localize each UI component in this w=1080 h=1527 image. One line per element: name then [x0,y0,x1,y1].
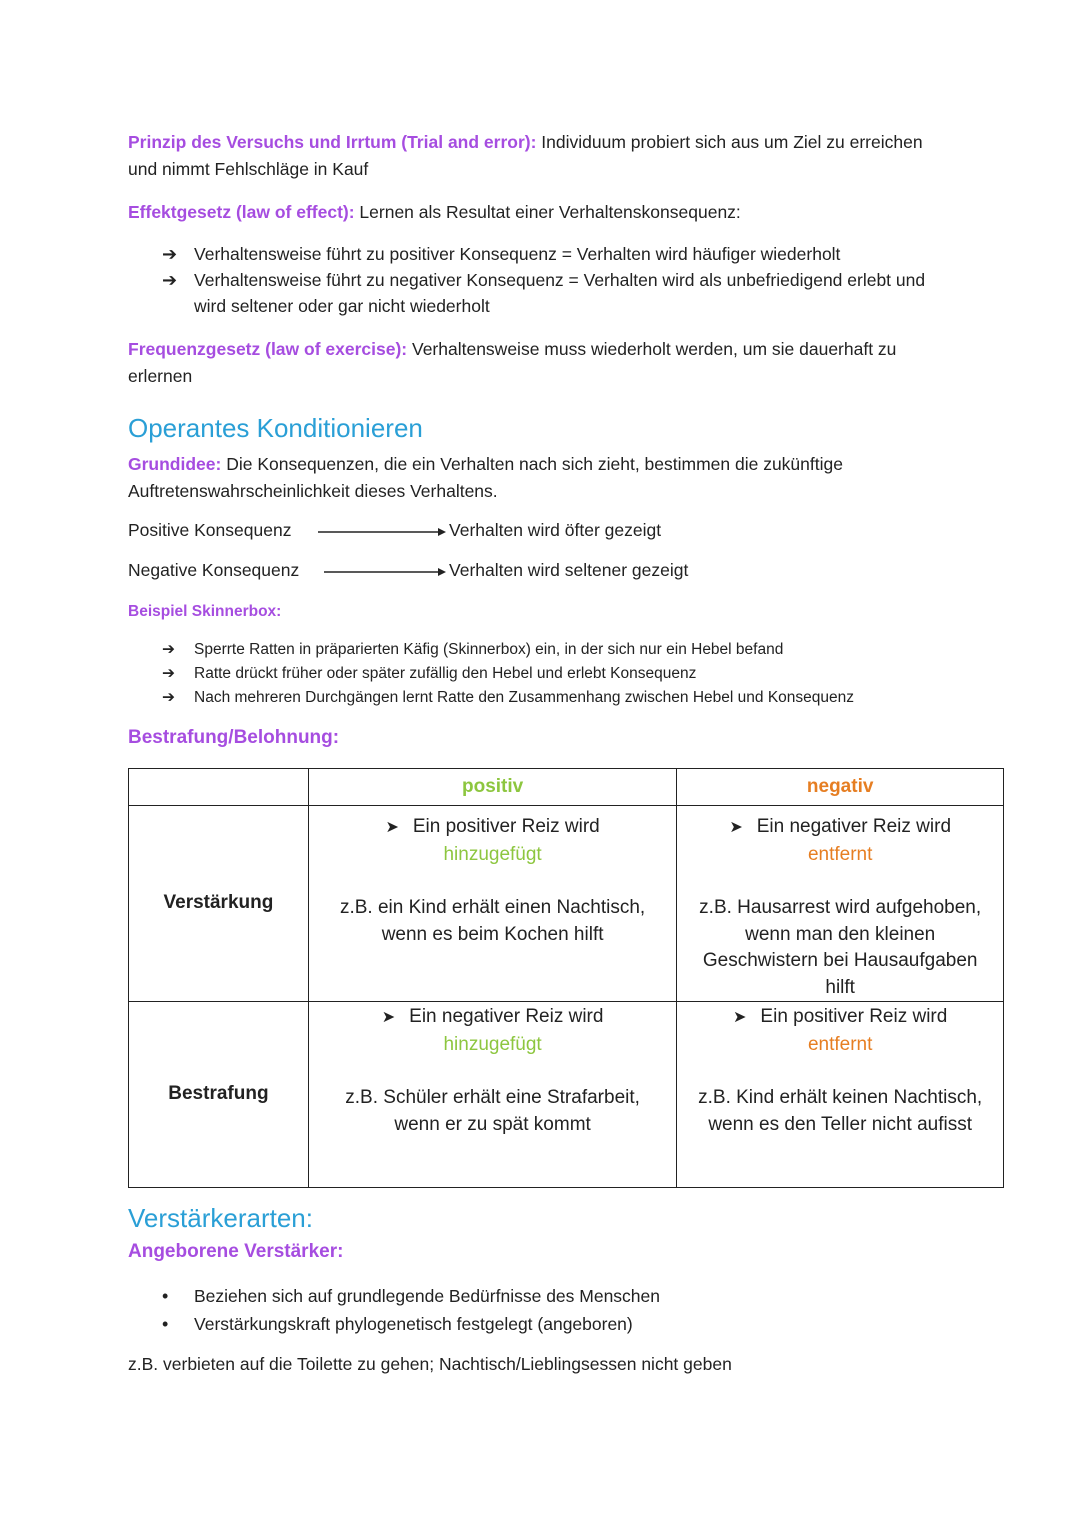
negative-consequence-result: Verhalten wird seltener gezeigt [449,560,689,580]
cell-line1: Ein positiver Reiz wird [760,1006,948,1027]
law-of-effect-text: Lernen als Resultat einer Verhaltenskonsequenz: [354,202,741,222]
list-item [162,1282,862,1310]
triangle-bullet-icon: ➤ [729,819,743,836]
arrow-right-icon: ➔ [162,689,175,706]
verstaerker-example: z.B. verbieten auf die Toilette zu gehen; Nachtisch/Lieblingsessen nicht geben [128,1354,732,1374]
bestrafung-belohnung-heading: Bestrafung/Belohnung: [128,727,340,748]
table-cell [677,1002,1004,1188]
cell-line2: hinzugefügt [443,1033,542,1055]
grundidee-paragraph [128,451,908,505]
list-item [162,638,962,662]
law-of-exercise-text: Verhaltensweise muss wiederholt werden, um sie dauerhaft zu erlernen [128,339,897,386]
effect-list [162,241,952,319]
row-header-bestrafung-text: Bestrafung [168,1083,269,1105]
table-cell [308,806,677,1002]
verstaerkerarten-heading: Verstärkerarten: [128,1203,313,1233]
positive-consequence-label: Positive Konsequenz [128,520,292,540]
bullet-icon: • [162,1286,169,1306]
law-of-effect-paragraph [128,199,948,226]
positive-consequence-result: Verhalten wird öfter gezeigt [449,520,662,540]
skinnerbox-list [162,638,962,710]
cell-line1: Ein negativer Reiz wird [756,816,952,837]
table-header-row [129,769,1004,806]
negative-consequence-row [128,560,828,584]
table-cell [677,806,1004,1002]
arrow-right-icon: ➔ [162,665,175,682]
skinnerbox-item-text: Nach mehreren Durchgängen lernt Ratte den Zusammenhang zwischen Hebel und Konsequenz [194,689,855,706]
trial-and-error-term: Prinzip des Versuchs und Irrtum (Trial and error): [128,132,537,152]
positive-consequence-row [128,520,828,544]
reinforcement-table [128,768,1004,1188]
effect-item-text: Verhaltensweise führt zu negativer Konsequenz = Verhalten wird als unbefriedigend erlebt und wird seltener oder gar nicht wiederholt [194,270,926,316]
cell-example: z.B. Kind erhält keinen Nachtisch, wenn es den Teller nicht aufisst [698,1087,983,1135]
col-header-negativ [677,769,1004,806]
row-header-bestrafung [129,1002,309,1188]
law-of-exercise-term: Frequenzgesetz (law of exercise): [128,339,408,359]
triangle-bullet-icon: ➤ [733,1009,747,1026]
col-header-negativ-text: negativ [806,775,874,797]
operant-heading: Operantes Konditionieren [128,413,423,443]
cell-line2: entfernt [807,1033,873,1055]
table-corner-cell [129,769,309,806]
arrow-right-icon: ➔ [162,244,178,264]
law-of-effect-term: Effektgesetz (law of effect): [128,202,355,222]
cell-example: z.B. Schüler erhält eine Strafarbeit, wenn er zu spät kommt [345,1087,640,1135]
trial-and-error-text: Individuum probiert sich aus um Ziel zu erreichen und nimmt Fehlschläge in Kauf [128,132,923,179]
list-item [162,267,952,319]
verstaerker-list [162,1282,862,1338]
grundidee-text: Die Konsequenzen, die ein Verhalten nach sich zieht, bestimmen die zukünftige Auftretenswahrscheinlichkeit dieses Verhaltens. [128,454,843,501]
skinnerbox-item-text: Sperrte Ratten in präparierten Käfig (Skinnerbox) ein, in der sich nur ein Hebel befand [194,641,784,658]
arrow-right-icon: ➔ [162,641,175,658]
arrow-right-icon [318,524,446,540]
row-header-verstaerkung-text: Verstärkung [163,892,274,914]
skinnerbox-item-text: Ratte drückt früher oder später zufällig den Hebel und erlebt Konsequenz [194,665,697,682]
row-header-verstaerkung [129,806,309,1002]
list-item [162,686,962,710]
skinnerbox-label: Beispiel Skinnerbox: [128,603,282,620]
angeborene-verstaerker-heading: Angeborene Verstärker: [128,1241,344,1262]
table-cell [308,1002,677,1188]
list-item [162,1310,862,1338]
arrow-right-icon: ➔ [162,270,178,290]
cell-example: z.B. ein Kind erhält einen Nachtisch, wenn es beim Kochen hilft [339,897,646,945]
list-item [162,662,962,686]
table-row [129,1002,1004,1188]
cell-example: z.B. Hausarrest wird aufgehoben, wenn man den kleinen Geschwistern bei Hausaufgaben hilft [699,897,982,998]
verstaerker-item-text: Beziehen sich auf grundlegende Bedürfnisse des Menschen [194,1286,661,1306]
cell-line1: Ein negativer Reiz wird [409,1006,604,1027]
col-header-positiv-text: positiv [461,775,524,797]
verstaerker-item-text: Verstärkungskraft phylogenetisch festgelegt (angeboren) [194,1314,633,1334]
col-header-positiv [308,769,677,806]
grundidee-term: Grundidee: [128,454,222,474]
effect-item-text: Verhaltensweise führt zu positiver Konsequenz = Verhalten wird häufiger wiederholt [194,244,841,264]
table-row [129,806,1004,1002]
triangle-bullet-icon: ➤ [381,1009,396,1026]
trial-and-error-paragraph [128,129,928,183]
arrow-right-icon [324,564,446,580]
negative-consequence-label: Negative Konsequenz [128,560,300,580]
bullet-icon: • [162,1314,169,1334]
cell-line2: hinzugefügt [443,843,542,865]
law-of-exercise-paragraph [128,336,958,390]
list-item [162,241,952,267]
triangle-bullet-icon: ➤ [385,819,399,836]
cell-line2: entfernt [807,843,873,865]
cell-line1: Ein positiver Reiz wird [412,816,600,837]
